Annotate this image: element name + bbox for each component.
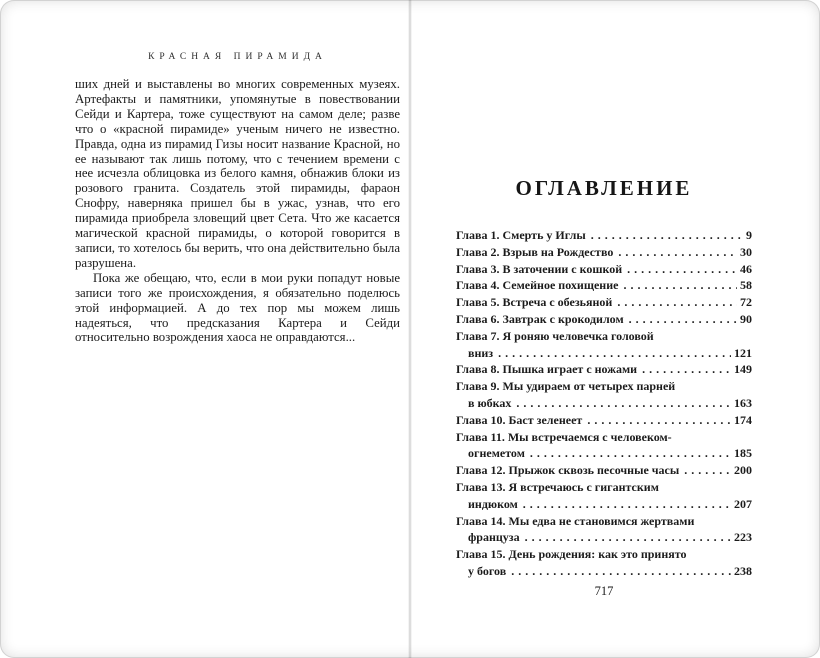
toc-entry [456, 227, 752, 244]
dot-leader [684, 462, 731, 479]
toc-entry-page: 174 [734, 412, 752, 427]
toc-entry [456, 294, 752, 311]
dot-leader [629, 311, 737, 328]
toc-entry-title: Глава 13. Я встречаюсь с гигантским [456, 479, 659, 494]
toc-entry [456, 412, 752, 429]
right-page [410, 0, 820, 658]
toc-entry-title: Глава 11. Мы встречаемся с человеком- [456, 429, 672, 444]
dot-leader [525, 529, 731, 546]
toc-entry-title: в юбках [468, 395, 512, 410]
dot-leader [530, 445, 731, 462]
dot-leader [618, 244, 737, 261]
paragraph: ших дней и выставлены во многих современных музеях. Артефакты и памятники, упомянутые в повествовании Сейди и Картера, тоже существуют на самом деле; разве что о «красной пирамиде» ученым ничего не известно. Правда, одна из пирамид Гизы носит название Красной, но ее называют так лишь потому, что с течением времени с нее исчезла облицовка из белого камня, обнажив блоки из розового гранита. Создатель этой пирамиды, фараон Снофру, наверняка пришел бы в ужас, узнав, что его пирамида приобрела зловещий цвет Сета. Что же касается магической красной пирамиды, о которой говорится в записи, то хотелось бы верить, что она действительно была разрушена. [75, 77, 400, 270]
toc-entry-page: 30 [740, 244, 752, 259]
toc-entry-title: индюком [468, 496, 518, 511]
toc-entry-page: 90 [740, 311, 752, 326]
toc-entry-title: Глава 7. Я роняю человечка головой [456, 328, 654, 343]
dot-leader [623, 277, 737, 294]
toc-entry-title: Глава 10. Баст зеленеет [456, 412, 583, 427]
paragraph: Пока же обещаю, что, если в мои руки попадут новые записи того же происхождения, я обязательно поделюсь этой информацией. А до тех пор мы можем лишь надеяться, что предсказания Картера и Сейди относительно возрождения хаоса не оправдаются... [75, 270, 400, 345]
toc-entry-page: 185 [734, 446, 752, 461]
toc-entry-title: Глава 8. Пышка играет с ножами [456, 362, 638, 377]
toc-entry [456, 378, 752, 412]
toc-entry-page: 9 [746, 228, 752, 242]
dot-leader [587, 412, 731, 429]
toc-entry-title: Глава 15. День рождения: как это принято [456, 547, 687, 562]
toc-heading: ОГЛАВЛЕНИЕ [515, 176, 693, 200]
toc-entry-title: Глава 6. Завтрак с крокодилом [456, 311, 624, 326]
dot-leader [617, 294, 737, 311]
toc-entry [456, 328, 752, 362]
dot-leader [516, 395, 731, 412]
toc-entry-title: Глава 9. Мы удираем от четырех парней [456, 379, 676, 394]
toc-entry [456, 311, 752, 328]
toc-entry [456, 429, 752, 463]
toc-entry [456, 479, 752, 513]
toc-entry-title: вниз [468, 345, 494, 360]
running-header: КРАСНАЯ ПИРАМИДА [148, 52, 327, 62]
toc-entry-page: 238 [734, 563, 752, 578]
toc-entry-page: 58 [740, 278, 752, 293]
dot-leader [642, 361, 731, 378]
dot-leader [511, 563, 731, 580]
toc-entry-title: Глава 3. В заточении с кошкой [456, 261, 623, 276]
toc-entry-title: Глава 1. Смерть у Иглы [456, 228, 586, 242]
toc-entry-title: Глава 12. Прыжок сквозь песочные часы [456, 463, 680, 478]
toc-entry-page: 72 [740, 295, 752, 310]
dot-leader [523, 496, 731, 513]
toc-entry-title: Глава 14. Мы едва не становимся жертвами [456, 513, 695, 528]
toc-entry-page: 149 [734, 362, 752, 377]
dot-leader [627, 261, 737, 278]
toc-entry-title: огнеметом [468, 446, 525, 461]
toc-entry-title: француза [468, 530, 520, 545]
toc-entry-title: Глава 2. Взрыв на Рождество [456, 244, 614, 259]
toc-entry [456, 261, 752, 278]
toc-entry-page: 121 [734, 345, 752, 360]
toc-entry-page: 46 [740, 261, 752, 276]
toc-entry-page: 163 [734, 395, 752, 410]
toc-entry [456, 277, 752, 294]
toc-list [456, 227, 752, 580]
toc-entry [456, 462, 752, 479]
toc-entry-title: Глава 4. Семейное похищение [456, 278, 619, 293]
toc-entry-page: 200 [734, 463, 752, 478]
toc-entry-title: Глава 5. Встреча с обезьяной [456, 295, 613, 310]
toc-entry-title: у богов [468, 563, 507, 578]
page-number: 717 [594, 584, 614, 598]
dot-leader [591, 227, 743, 244]
toc-entry [456, 513, 752, 547]
toc-entry [456, 244, 752, 261]
dot-leader [498, 345, 731, 362]
toc-entry [456, 546, 752, 580]
toc-entry [456, 361, 752, 378]
toc-entry-page: 223 [734, 530, 752, 545]
toc-entry-page: 207 [734, 496, 752, 511]
body-text [75, 77, 400, 345]
